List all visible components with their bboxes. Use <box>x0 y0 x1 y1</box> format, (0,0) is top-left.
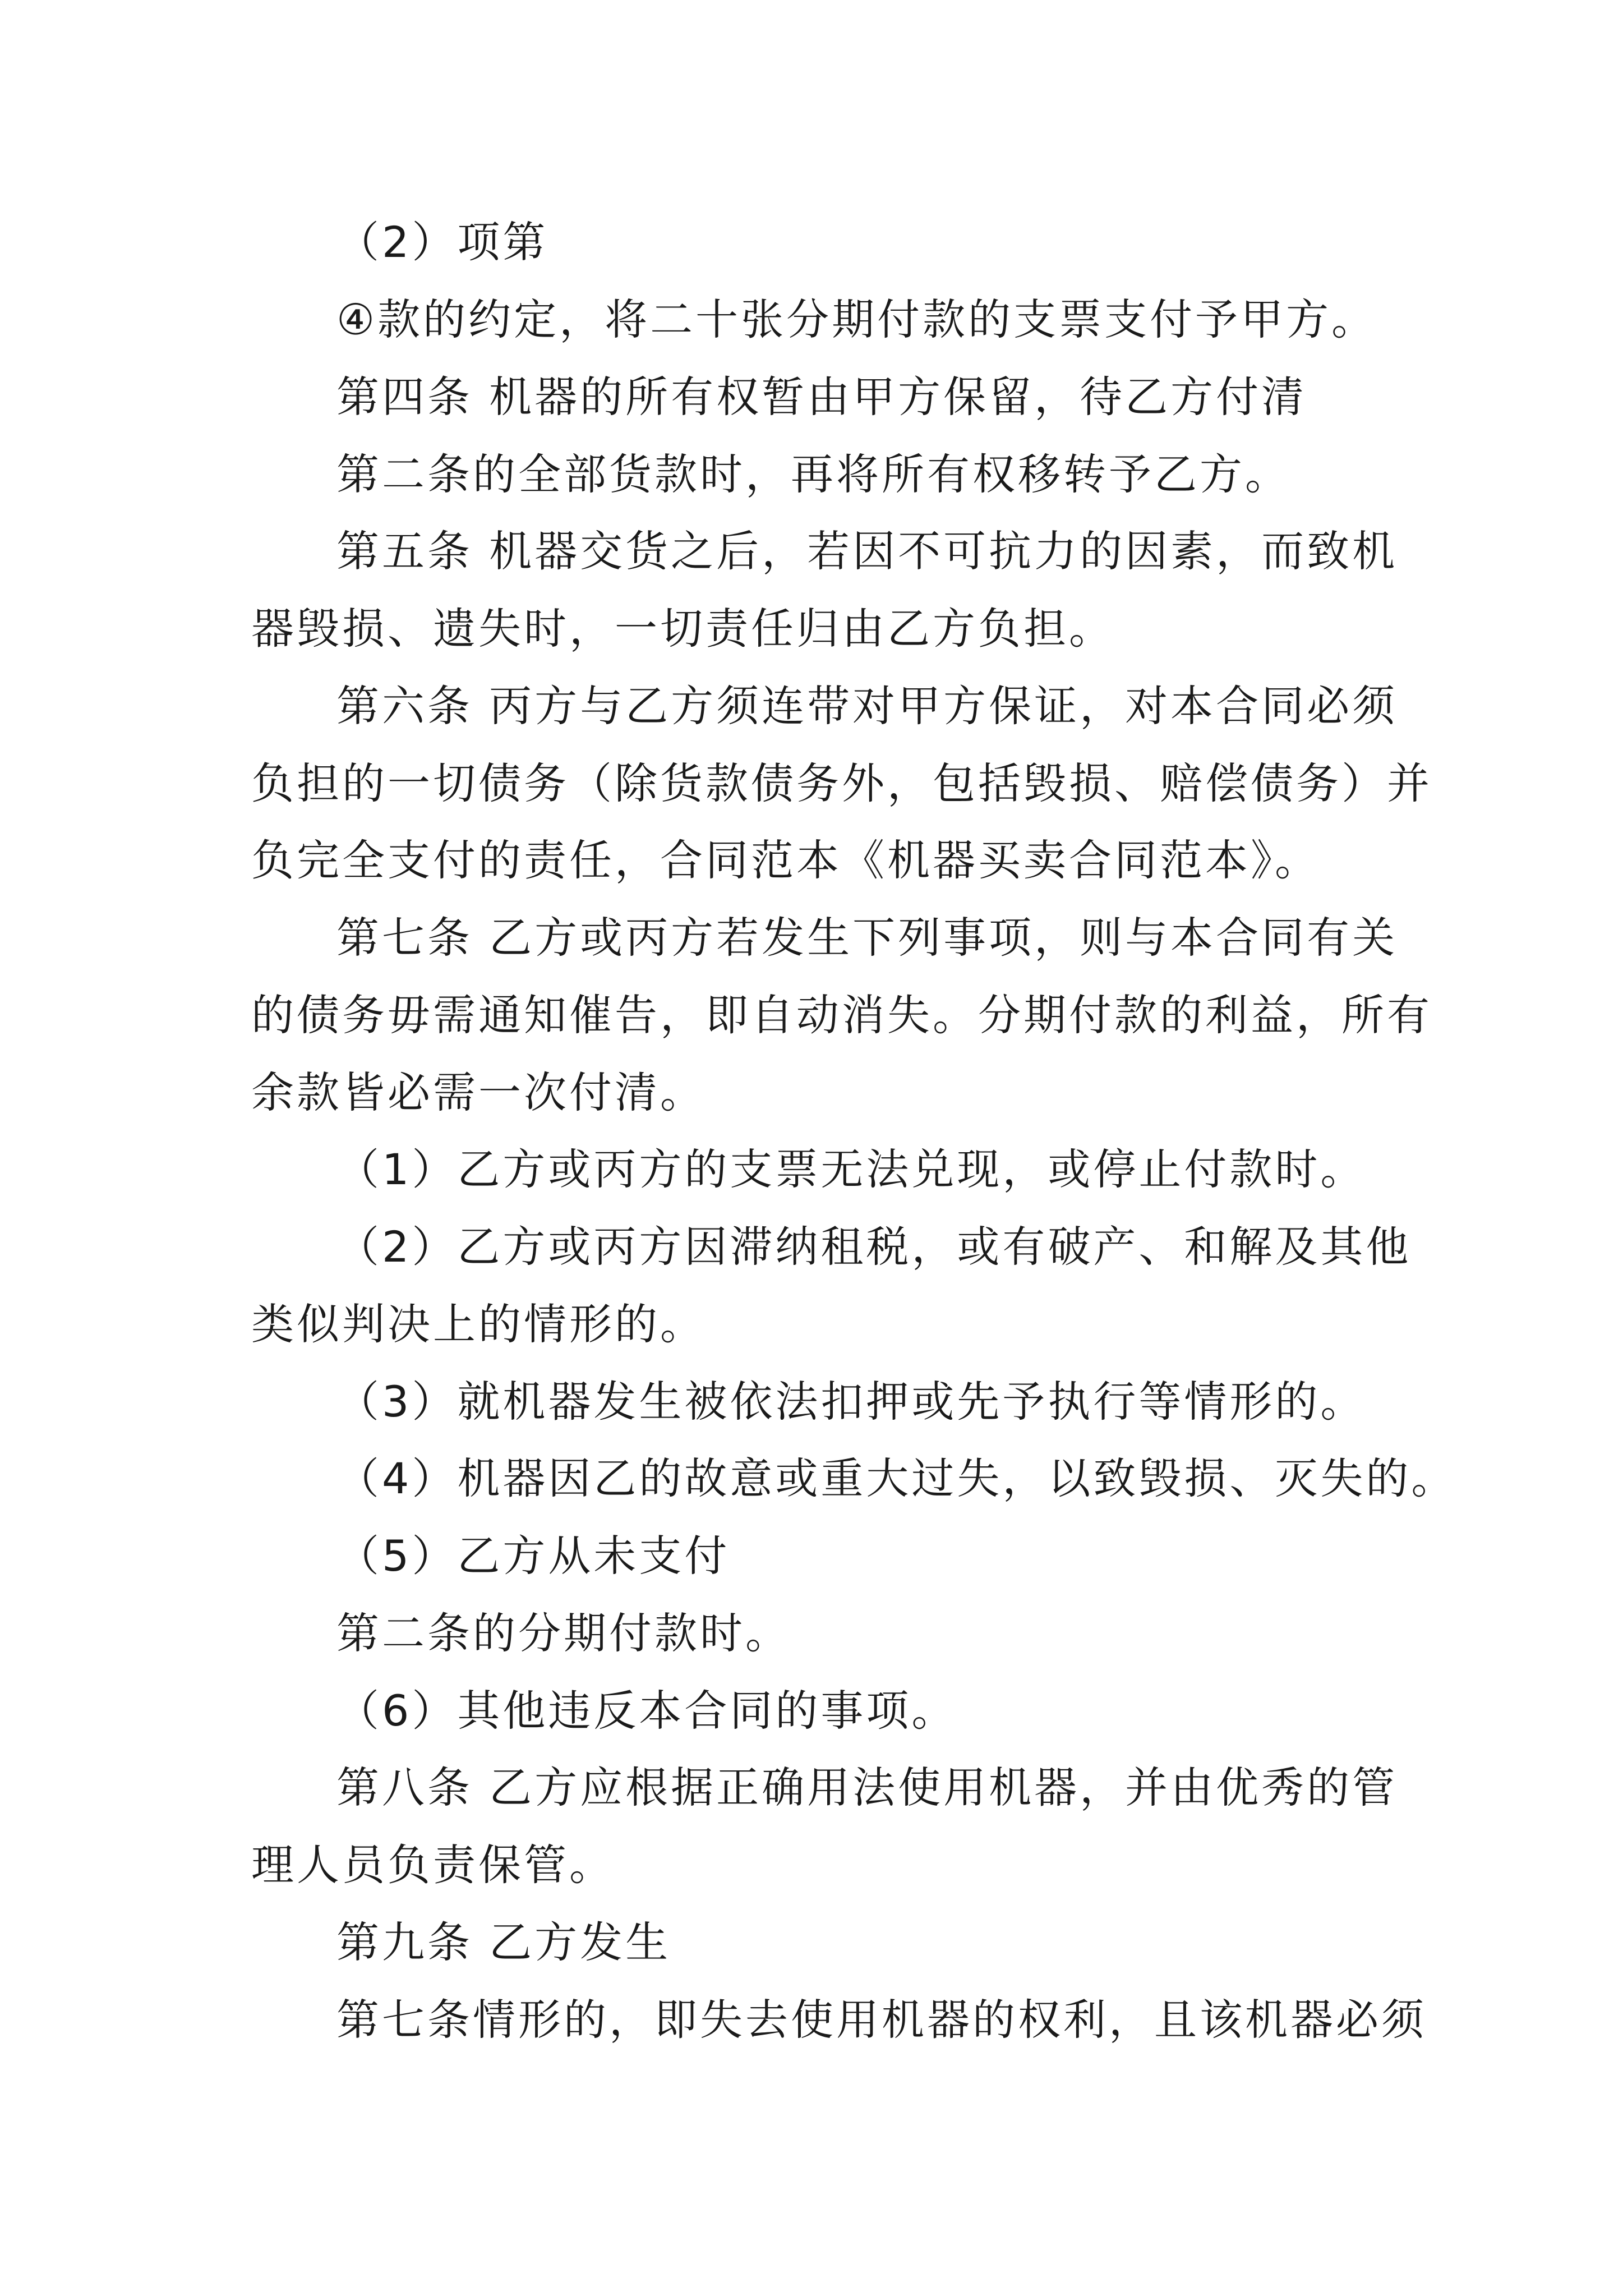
text-line-14: （2）乙方或丙方因滞纳租税，或有破产、和解及其他 <box>336 1222 1412 1272</box>
text-line-15: 类似判决上的情形的。 <box>251 1299 706 1349</box>
text-line-8: 负担的一切债务（除货款债务外，包括毁损、赔偿债务）并 <box>251 758 1432 808</box>
text-line-12: 余款皆必需一次付清。 <box>251 1068 706 1117</box>
text-line-21: 第八条 乙方应根据正确用法使用机器，并由优秀的管 <box>336 1763 1398 1812</box>
text-line-19: 第二条的分期付款时。 <box>336 1608 791 1658</box>
text-line-17: （4）机器因乙的故意或重大过失，以致毁损、灭失的。 <box>336 1453 1457 1503</box>
text-line-22: 理人员负责保管。 <box>251 1840 615 1890</box>
text-line-7: 第六条 丙方与乙方须连带对甲方保证，对本合同必须 <box>336 681 1398 731</box>
text-line-3: 第四条 机器的所有权暂由甲方保留，待乙方付清 <box>336 372 1307 422</box>
text-line-1: （2）项第 <box>336 217 548 267</box>
text-line-11: 的债务毋需通知催告，即自动消失。分期付款的利益，所有 <box>251 990 1432 1040</box>
text-line-10: 第七条 乙方或丙方若发生下列事项，则与本合同有关 <box>336 913 1398 963</box>
text-line-6: 器毁损、遗失时，一切责任归由乙方负担。 <box>251 604 1114 654</box>
text-line-9: 负完全支付的责任，合同范本《机器买卖合同范本》。 <box>251 835 1320 885</box>
text-line-2: ④款的约定，将二十张分期付款的支票支付予甲方。 <box>336 295 1377 344</box>
text-line-5: 第五条 机器交货之后，若因不可抗力的因素，而致机 <box>336 526 1398 576</box>
text-line-18: （5）乙方从未支付 <box>336 1531 730 1581</box>
text-line-23: 第九条 乙方发生 <box>336 1917 671 1967</box>
text-line-13: （1）乙方或丙方的支票无法兑现，或停止付款时。 <box>336 1144 1366 1194</box>
text-line-16: （3）就机器发生被依法扣押或先予执行等情形的。 <box>336 1377 1366 1427</box>
text-line-20: （6）其他违反本合同的事项。 <box>336 1686 957 1736</box>
text-line-24: 第七条情形的，即失去使用机器的权利，且该机器必须 <box>336 1995 1427 2045</box>
text-line-4: 第二条的全部货款时，再将所有权移转予乙方。 <box>336 449 1290 499</box>
